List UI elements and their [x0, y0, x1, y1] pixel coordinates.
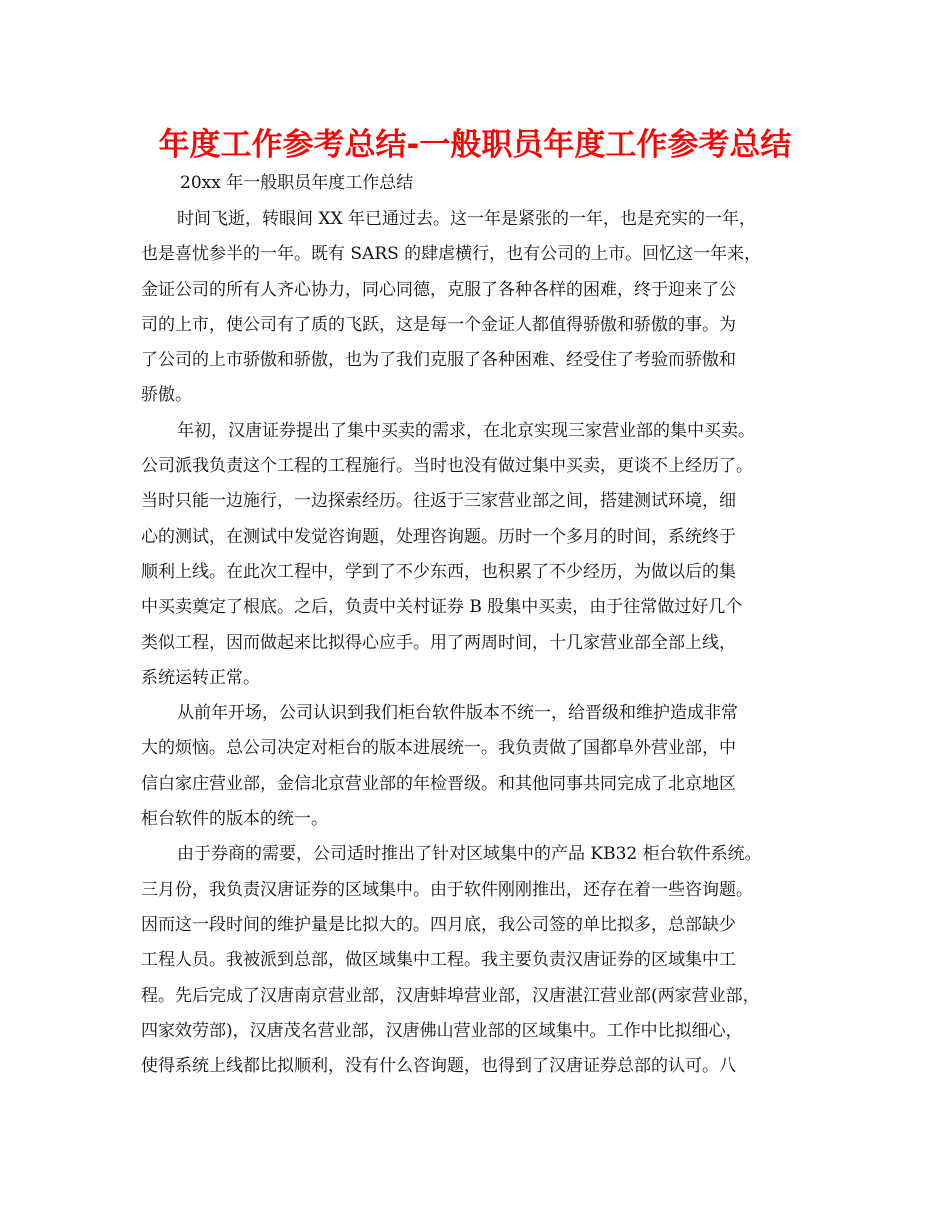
paragraph-line: 使得系统上线都比拟顺利，没有什么咨询题，也得到了汉唐证券总部的认可。八	[141, 1056, 736, 1077]
paragraph-line: 也是喜忧参半的一年。既有 SARS 的肆虐横行，也有公司的上市。回忆这一年来，	[141, 244, 762, 265]
paragraph	[141, 414, 821, 696]
paragraph-line: 中买卖奠定了根底。之后，负责中关村证券 B 股集中买卖，由于往常做过好几个	[141, 597, 743, 618]
paragraph-line: 系统运转正常。	[141, 667, 260, 688]
paragraph-line: 三月份，我负责汉唐证券的区域集中。由于软件刚刚推出，还存在着一些咨询题。	[141, 879, 753, 900]
paragraph-line: 从前年开场，公司认识到我们柜台软件版本不统一，给晋级和维护造成非常	[177, 703, 738, 724]
paragraph-line: 年初，汉唐证券提出了集中买卖的需求，在北京实现三家营业部的集中买卖。	[177, 420, 755, 441]
paragraph-line: 大的烦恼。总公司决定对柜台的版本进展统一。我负责做了国都阜外营业部，中	[141, 738, 736, 759]
document-title: 年度工作参考总结-一般职员年度工作参考总结	[158, 127, 792, 163]
paragraph-line: 程。先后完成了汉唐南京营业部，汉唐蚌埠营业部，汉唐湛江营业部(两家营业部，	[141, 985, 760, 1006]
document-subtitle: 20xx 年一般职员年度工作总结	[180, 173, 414, 193]
document-body	[141, 202, 821, 1084]
paragraph	[141, 696, 821, 837]
paragraph-line: 类似工程，因而做起来比拟得心应手。用了两周时间，十几家营业部全部上线，	[141, 632, 736, 653]
paragraph-line: 柜台软件的版本的统一。	[141, 809, 328, 830]
paragraph-line: 工程人员。我被派到总部，做区域集中工程。我主要负责汉唐证券的区域集中工	[141, 950, 736, 971]
paragraph-line: 公司派我负责这个工程的工程施行。当时也没有做过集中买卖，更谈不上经历了。	[141, 456, 753, 477]
paragraph-line: 信白家庄营业部，金信北京营业部的年检晋级。和其他同事共同完成了北京地区	[141, 773, 736, 794]
paragraph-line: 骄傲。	[141, 385, 192, 406]
paragraph	[141, 837, 821, 1084]
paragraph-line: 心的测试，在测试中发觉咨询题，处理咨询题。历时一个多月的时间，系统终于	[141, 526, 736, 547]
paragraph-line: 由于券商的需要，公司适时推出了针对区域集中的产品 KB32 柜台软件系统。	[177, 844, 762, 865]
paragraph-line: 金证公司的所有人齐心协力，同心同德，克服了各种各样的困难，终于迎来了公	[141, 279, 736, 300]
paragraph-line: 了公司的上市骄傲和骄傲，也为了我们克服了各种困难、经受住了考验而骄傲和	[141, 350, 736, 371]
paragraph-line: 因而这一段时间的维护量是比拟大的。四月底，我公司签的单比拟多，总部缺少	[141, 914, 736, 935]
paragraph-line: 四家效劳部)，汉唐茂名营业部，汉唐佛山营业部的区域集中。工作中比拟细心，	[141, 1020, 743, 1041]
paragraph	[141, 202, 821, 414]
paragraph-line: 当时只能一边施行，一边探索经历。往返于三家营业部之间，搭建测试环境，细	[141, 491, 736, 512]
paragraph-line: 顺利上线。在此次工程中，学到了不少东西，也积累了不少经历，为做以后的集	[141, 561, 736, 582]
paragraph-line: 司的上市，使公司有了质的飞跃，这是每一个金证人都值得骄傲和骄傲的事。为	[141, 314, 736, 335]
paragraph-line: 时间飞逝，转眼间 XX 年已通过去。这一年是紧张的一年，也是充实的一年，	[177, 209, 757, 229]
